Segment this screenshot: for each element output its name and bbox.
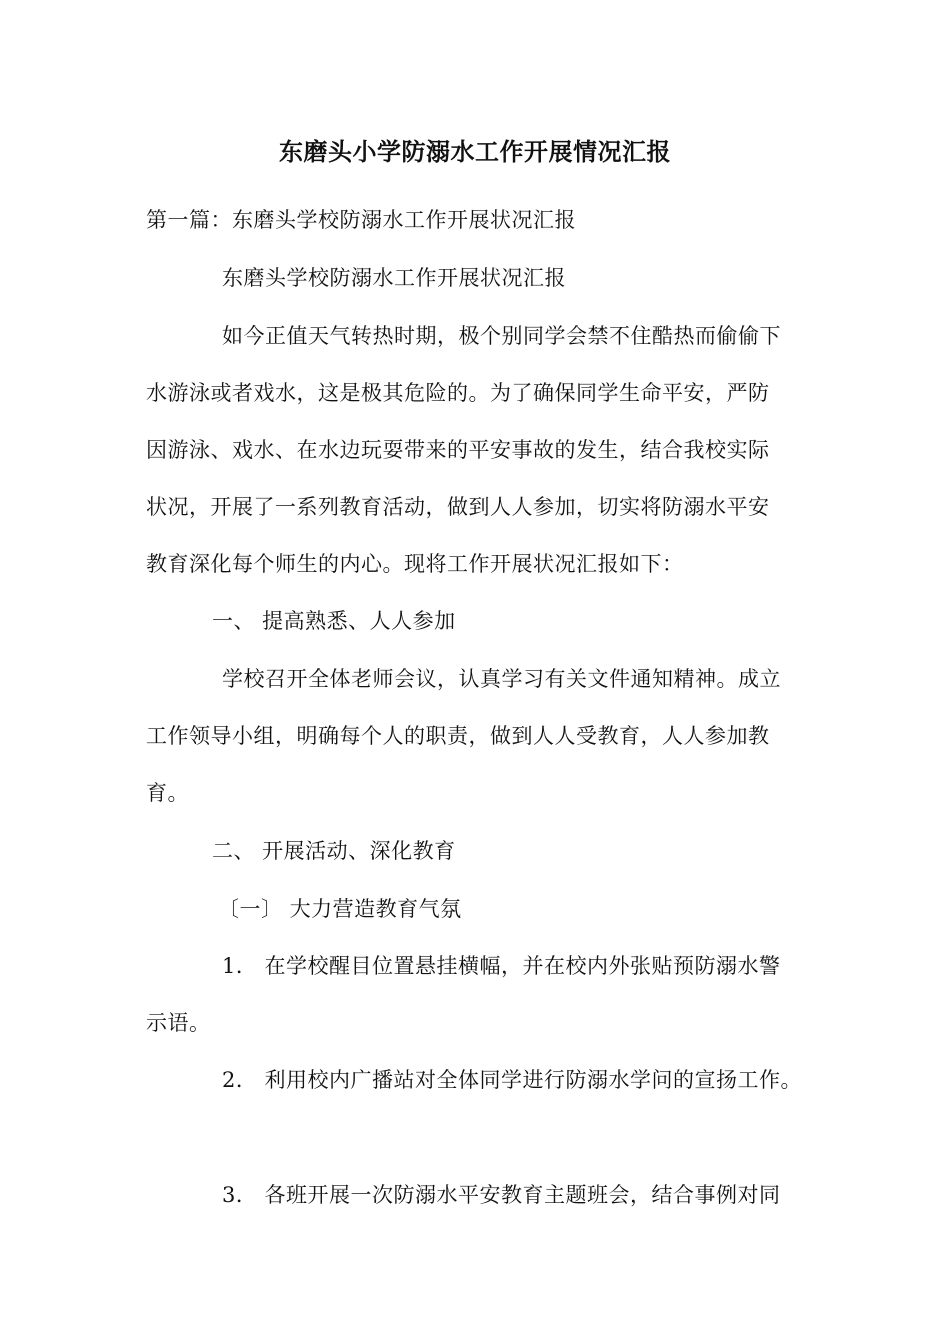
paragraph-line: 水游泳或者戏水，这是极其危险的。为了确保同学生命平安，严防 [146,381,770,405]
list-item: 3． 各班开展一次防溺水平安教育主题班会，结合事例对同 [222,1183,781,1207]
list-item: 1． 在学校醒目位置悬挂横幅，并在校内外张贴预防溺水警 [222,954,781,978]
sub-heading: 〔一〕 大力营造教育气氛 [218,897,462,921]
paragraph-line: 状况，开展了一系列教育活动，做到人人参加，切实将防溺水平安 [146,495,770,519]
section-heading: 第一篇：东磨头学校防溺水工作开展状况汇报 [146,208,576,232]
list-heading: 二、 开展活动、深化教育 [212,839,456,863]
paragraph-line: 教育深化每个师生的内心。现将工作开展状况汇报如下： [146,552,684,576]
paragraph-line: 如今正值天气转热时期，极个别同学会禁不住酷热而偷偷下 [222,324,781,348]
paragraph-line: 育。 [146,781,189,805]
list-heading: 一、 提高熟悉、人人参加 [212,609,456,633]
subtitle: 东磨头学校防溺水工作开展状况汇报 [222,266,566,290]
paragraph-line: 示语。 [146,1011,211,1035]
document-title: 东磨头小学防溺水工作开展情况汇报 [279,137,671,166]
paragraph-line: 因游泳、戏水、在水边玩耍带来的平安事故的发生，结合我校实际 [146,438,770,462]
paragraph-line: 学校召开全体老师会议，认真学习有关文件通知精神。成立 [222,667,781,691]
paragraph-line: 工作领导小组，明确每个人的职责，做到人人受教育，人人参加教 [146,724,770,748]
list-item: 2． 利用校内广播站对全体同学进行防溺水学问的宣扬工作。 [222,1068,803,1092]
